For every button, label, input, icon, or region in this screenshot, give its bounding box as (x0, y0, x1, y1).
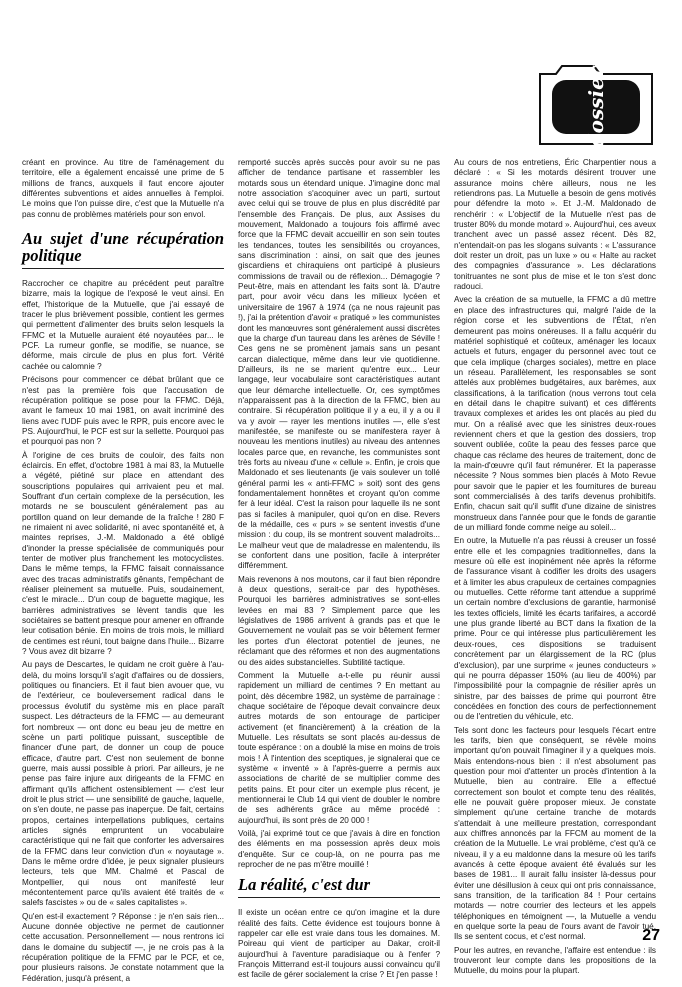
paragraph: Il existe un océan entre ce qu'on imagine et la dure réalité des faits. Cette évidence est toujours bonne à rappeler car elle est vraie dans tous les domaines. M. Poireau qui vient de participer au Dakar, croit-il aujourd'hui à l'aventure paradisiaque ou à l'enfer ? François Mitterrand est-il toujours aussi convaincu qu'il est facile de gérer socialement la crise ? Et j'en passe ! (238, 908, 440, 980)
paragraph: Qu'en est-il exactement ? Réponse : je n'en sais rien... Aucune donnée objective ne permet de cautionner cette accusation. Personnellement — nous rentrons ici dans le domaine du subjectif —, je ne crois pas à la récupération politique de la FFMC par le PCF, et ce, pour plusieurs raisons. Je constate notamment que la Fédération, jusqu'à présent, a (22, 911, 224, 983)
paragraph: Mais revenons à nos moutons, car il faut bien répondre à deux questions, serait-ce par des hypothèses. Pourquoi les barrières administratives se sont-elles levées en mai 83 ? Simplement parce que les législatives de 1986 arrivent à grands pas et que le Gouvernement ne voulait pas se voir bêtement fermer les portes d'un électorat potentiel de jeunes, ne réclamant que des réformes et non des augmentations ou des aides substancielles. Subtilité tactique. (238, 574, 440, 667)
paragraph: À l'origine de ces bruits de couloir, des faits non éclaircis. En effet, d'octobre 1981 à mai 83, la Mutuelle a végété, piétiné sur place en attendant des souscriptions populaires qui arrivaient peu et mal. Souffrant d'un certain complexe de la persécution, les motards ne se bousculent généralement pas au portillon quand on leur demande de la fraîche ! 280 F ne rimaient ni avec solidarité, ni avec spontanéité et, à maintes reprises, J.-M. Maldonado a été obligé d'inonder la presse spécialisée de communiqués pour tenter de motiver plus franchement les motocyclistes. Dans le même temps, la FFMC faisait connaissance avec des tracas administratifs gênants, l'empêchant de réaliser pleinement sa mutuelle. Puis, soudainement, c'est le miracle... D'un coup de baguette magique, les barrières administratives se lèvent tandis que les sociétaires se battent presque pour amener en offrande leur cotisation bénie. En moins de trois mois, le milliard de centimes est réuni, tout baigne dans l'huile... Bizarre ? Vous avez dit bizarre ? (22, 450, 224, 657)
section-heading: La réalité, c'est dur (238, 876, 440, 898)
paragraph: Au pays de Descartes, le quidam ne croit guère à l'au-delà, du moins lorsqu'il s'agit d'affaires ou de dossiers, politiques ou financiers. Et il faut bien avouer que, vu de l'extérieur, ce bouleversement radical dans le processus évolutif du système mis en place paraît suspect. Les détracteurs de la FFMC — au demeurant fort nombreux — ont donc eu beau jeu de mettre en scène un parti politique puissant, susceptible de financer d'une part, de donner un coup de pouce efficace, d'autre part. C'est non seulement de bonne guerre, mais aussi possible à priori. Par ailleurs, je ne pense pas faire injure aux dirigeants de la FFMC en affirmant qu'ils affichent ostensiblement — c'est leur droit le plus strict — une sensibilité de gauche, laquelle, on s'en doute, ne passe pas inaperçue. De fait, certains propos, certaines interpellations publiques, certains articles signés empruntent un vocabulaire caractéristique qui ne fait que conforter les adversaires de la FFMC dans leur conviction d'un « noyautage ». Dans le même ordre d'idée, je peux signaler plusieurs lecteurs, tels que MM. Chalmé et Pascal de Montpellier, qui nous ont manifesté leur mécontentement parce qu'ils avaient été traités de « salefs fascistes » ou de « sales capitalistes ». (22, 660, 224, 908)
column-1 (22, 158, 224, 987)
dossier-label: dossier (584, 66, 608, 148)
paragraph: Pour les autres, en revanche, l'affaire est entendue : ils trouveront leur compte dans les propositions de la Mutuelle, du moins pour la plupart. (454, 945, 656, 976)
section-heading: Au sujet d'une récupération politique (22, 230, 224, 269)
paragraph: Tels sont donc les facteurs pour lesquels l'écart entre les tarifs, bien que conséquent, se révèle moins important qu'on pouvait l'imaginer il y a quelques mois. Mais entendons-nous bien : il n'est absolument pas question pour moi d'attenter un procès d'intention à la Mutuelle, bien au contraire. Elle a effectué correctement son boulot et compte tenu des réalités, elle ne pouvait guère proposer mieux. Je constate simplement qu'une certaine tranche de motards s'attendait à une meilleure prestation, correspondant aux chiffres annoncés par la FFCM au moment de la création de la Mutuelle. Le vrai problème, c'est qu'à ce niveau, il y a eu maldonne dans la mesure où les tarifs avancés à cette époque avaient été évalués sur les bases de 1981... Il aurait fallu insister là-dessus pour éviter une désillusion à ceux qui ont pris connaissance, sans transition, de la tarification 84 ! Pour certains motards — notre courrier des lecteurs et les appels téléphoniques en témoignent —, la Mutuelle a vendu en quelque sorte la peau de l'ours avant de l'avoir tué. Ils se sentent cocus, et c'est normal. (454, 725, 656, 942)
paragraph: créant en province. Au titre de l'aménagement du territoire, elle a également encaissé une prime de 5 millions de francs, auxquels il faut encore ajouter différentes subventions et aides annuelles à l'emploi. Le moins que l'on puisse dire, c'est que la Mutuelle n'a pas connu de problèmes matériels pour son envol. (22, 158, 224, 219)
paragraph: Avec la création de sa mutuelle, la FFMC a dû mettre en place des infrastructures qui, malgré l'aide de la région corse et les subventions de l'État, n'en demeurent pas moins onéreuses. Il a fallu acquérir du matériel sophistiqué et coûteux, aménager les locaux actuels et futurs, engager du personnel avec tout ce que cela implique (charges sociales), mettre en place un réseau. Parallèlement, les responsables se sont attelés aux problèmes budgétaires, aux barèmes, aux classifications, à la tarification (nous verrons tout cela en détail dans le chapitre suivant) et ces différents travaux complexes et arides les ont placés au pied du mur. On a réalisé avec que les sinistres deux-roues reviennent chers et que la gestion des dossiers, trop souvent oubliée, coûte la peau des fesses parce que chaque cas réclame des heures de traitement, donc de la main-d'œuvre qu'il faut rémunérer. Et la paperasse nécessite ? Nous sommes bien placés à Moto Revue pour savoir que le papier et les fournitures de bureau sont commercialisés à des tarifs devenus prohibitifs. Enfin, chacun sait qu'il suffit d'une dizaine de sinistres monstrueux dans l'année pour que le fonds de garantie de un milliard fonde comme neige au soleil... (454, 295, 656, 533)
paragraph: Précisons pour commencer ce débat brûlant que ce n'est pas la première fois que l'accusation de récupération politique se pose pour la FFMC. Déjà, avant le fameux 10 mai 1981, on avait incriminé des liens avec l'UDF puis avec le RPR, puis encore avec le PS. Aujourd'hui, le PCF est sur la sellette. Pourquoi pas et pourquoi pas non ? (22, 375, 224, 447)
column-3 (454, 158, 656, 980)
paragraph: Comment la Mutuelle a-t-elle pu réunir aussi rapidement un milliard de centimes ? En mettant au point, dès décembre 1982, un système de parrainage : chaque sociétaire de l'époque devait convaincre deux autres motards de son entourage de participer activement (et financièrement) à la création de la Mutuelle. Les résultats se sont placés au-dessus de toute espérance : on a doublé la mise en moins de trois mois ! À l'intention des sceptiques, je signalerai que ce système « inventé » à l'après-guerre a permis aux associations de charité de se multiplier comme des petits pains. Et pour citer un exemple plus récent, je mentionnerai le Club 14 qui vient de doubler le nombre de ses adhérents grâce au même procédé : aujourd'hui, ils sont près de 20 000 ! (238, 670, 440, 825)
paragraph: Raccrocher ce chapitre au précédent peut paraître bizarre, mais la logique de l'exposé le veut ainsi. En effet, l'historique de la Mutuelle, que j'ai essayé de tracer le plus brièvement possible, contient les germes qui permettent d'alimenter des bruits selon lesquels la FFMC et la Mutuelle auraient été noyautées par... le PCF. La rumeur gonfle, se modifie, se nuance, se déforme, mais circule de plus en plus fort. Vérité cachée ou calomnie ? (22, 279, 224, 371)
paragraph: remporté succès après succès pour avoir su ne pas afficher de tendance partisane et rassembler les motards sous un étendard unique. J'imagine donc mal notre association s'acoquiner avec un parti, surtout avec celui qui se trouve de plus en plus discrédité par l'ensemble des Français. De plus, aux Assises du mouvement, Maldonado a toujours fois affirmé avec force que la FFMC devait accueillir en son sein toutes les tendances, toutes les sensibilités ou croyances, sans discrimination : ainsi, on sait que des jeunes giscardiens et chiraquiens ont participé à plusieurs commissions de travail ou de réflexion... Démagogie ? Peut-être, mais en attendant les faits sont là. D'autre part, pour avoir vécu dans les milieux lycéen et universitaire de 1967 à 1974 (ça ne nous rajeunit pas !), j'ai la prétention d'avoir « pratiqué » les communistes dont les manœuvres sont généralement aussi discrètes que la charge d'un taureau dans les arènes de Séville ! Ces gens ne se promènent jamais sans un pesant carcan dialectique, même dans leur vie quotidienne. D'ailleurs, ils ne se marient qu'entre eux... Leur langage, leur vocabulaire sont caractéristiques autant que leur démarche intellectuelle. Or, ces symptômes n'apparaissent pas à la direction de la FFMC, bien au contraire. Si récupération politique il y a eu, il y a ou il va y avoir — rayer les mentions inutiles —, elle s'est manifestée, se manifeste ou se manifestera rayer à nouveau les mentions inutiles) au niveau des antennes locales parce que, en revanche, les communistes sont très forts au niveau d'une « cellule ». Enfin, je crois que Maldonado et ses lieutenants (je vais soulever un tollé général parmi les « anti-FFMC » soit) sont des gens fondamentalement honnêtes et croyant qu'on comme fer à leur idéal. C'est la raison pour laquelle ils ne sont pas si faciles à manipuler, quoi qu'on en dise. Revers de la médaille, ces « purs » se sentent investis d'une mission : du coup, ils se montrent souvent maladroits... Le malheur veut que de maladresse en malentendu, ils se confortent dans une position, facile à interpréter différemment. (238, 158, 440, 571)
dossier-badge-icon (536, 52, 656, 148)
paragraph: Voilà, j'ai exprimé tout ce que j'avais à dire en fonction des éléments en ma possession après deux mois d'enquête. Sur ce coup-là, on ne pourra pas me reprocher de ne pas m'être mouillé ! (238, 829, 440, 870)
paragraph: Au cours de nos entretiens, Éric Charpentier nous a déclaré : « Si les motards désirent trouver une assurance moins chère ailleurs, nous ne les retiendrons pas. La Mutuelle a besoin de gens motivés pour défendre la moto ». Et J.-M. Maldonado de renchérir : « L'objectif de la Mutuelle n'est pas de truster 80% du monde motard ». Aujourd'hui, ces aveux tranchent avec un passé assez récent. Dès 82, n'entendait-on pas les slogans suivants : « L'assurance doit rester un droit, pas un luxe » ou « Halte au racket des compagnies d'assurance ». Les déclarations tonitruantes ne sont plus de mise et le ton s'est donc radouci. (454, 158, 656, 292)
page-number: 27 (642, 927, 660, 944)
paragraph: En outre, la Mutuelle n'a pas réussi à creuser un fossé entre elle et les compagnies traditionnelles, dans la mesure où elle est inopinément née après la réforme de l'assurance visant à codifier les droits des usagers et à limiter les abus crapuleux de certaines compagnies ou mutuelles. Cette réforme tant attendue a supprimé un certain nombre d'exclusions de garantie, harmonisé les textes officiels, limité les écarts tarifaires, a accordé une plus grande liberté au BCT dans la fixation de la prime. Pour ce qui intéresse plus particulièrement les deux-roues, ces dispositions se traduisent concrètement par un élargissement de la RC (plus d'exclusion), par une surprime « jeunes conducteurs » qui ne pourra dépasser 150% (au lieu de 400%) par l'impossibilité pour la compagnie de résilier après un sinistre, par des baisses de prime qui pourront être concédées en fonction des cours de perfectionnement ou de l'entretien du véhicule, etc. (454, 536, 656, 722)
dossier-logo (536, 52, 656, 148)
column-2 (238, 158, 440, 984)
